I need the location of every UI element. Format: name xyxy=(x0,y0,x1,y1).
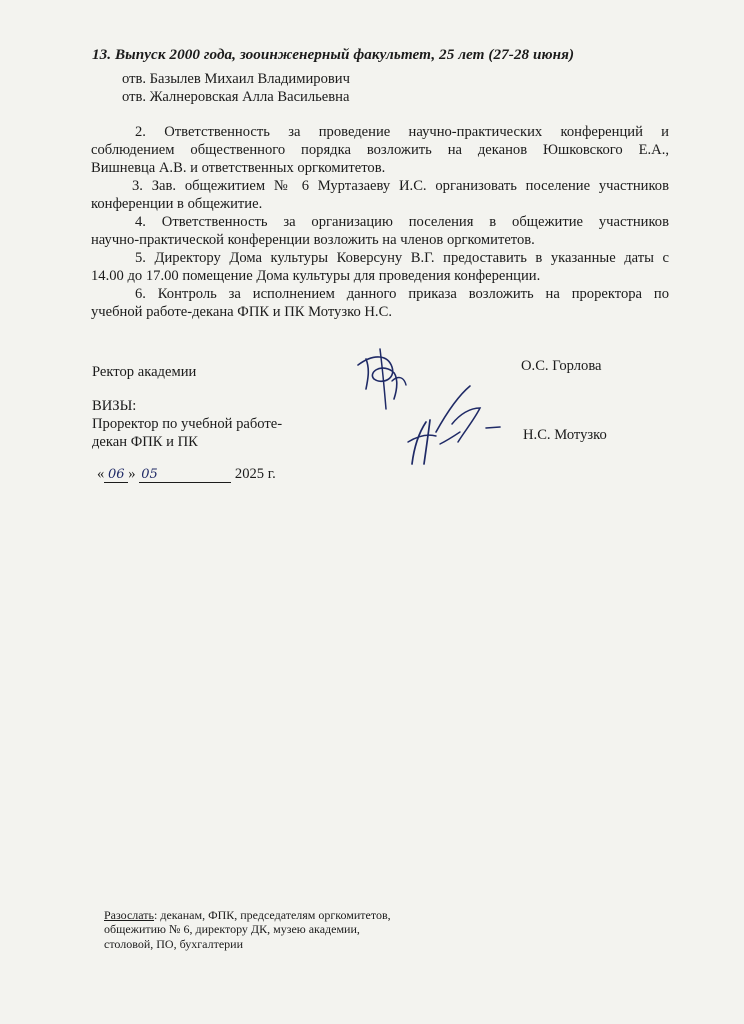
paragraph-4-line-1: 4. Ответственность за организацию поселения в общежитие участников xyxy=(135,214,669,230)
paragraph-4-line-2: научно-практической конференции возложить на членов оргкомитетов. xyxy=(91,231,535,248)
paragraph-6-line-1: 6. Контроль за исполнением данного приказа возложить на проректора по xyxy=(135,286,669,302)
rector-name: О.С. Горлова xyxy=(521,358,602,374)
paragraph-6-line-2: учебной работе-декана ФПК и ПК Мотузко Н.С. xyxy=(91,303,392,320)
distribution-line-1 xyxy=(104,908,391,922)
date-close-quote: » xyxy=(128,466,136,482)
date-open-quote: « xyxy=(97,466,105,482)
paragraph-5-line-1: 5. Директору Дома культуры Коверсуну В.Г. предоставить в указанные даты с xyxy=(135,250,669,266)
event-heading: 13. Выпуск 2000 года, зооинженерный факультет, 25 лет (27-28 июня) xyxy=(92,46,575,63)
paragraph-5 xyxy=(91,250,669,286)
prorector-title-line-2: декан ФПК и ПК xyxy=(92,434,198,450)
rector-title: Ректор академии xyxy=(92,364,197,380)
paragraph-2-line-1: 2. Ответственность за проведение научно-практических конференций и xyxy=(135,124,669,140)
distribution-line-3: столовой, ПО, бухгалтерии xyxy=(104,936,243,951)
paragraph-6 xyxy=(91,286,669,322)
distribution-line-1-rest: : деканам, ФПК, председателям оргкомитетов, xyxy=(154,908,391,922)
responsible-person-2: отв. Жалнеровская Алла Васильевна xyxy=(122,89,350,105)
responsible-person-1: отв. Базылев Михаил Владимирович xyxy=(122,71,350,87)
distribution-label: Разослать xyxy=(104,908,155,922)
distribution-list xyxy=(104,908,391,951)
paragraph-5-line-2: 14.00 до 17.00 помещение Дома культуры для проведения конференции. xyxy=(91,267,541,284)
paragraph-3-line-2: конференции в общежитие. xyxy=(91,195,263,212)
paragraph-2-line-2: соблюдением общественного порядка возложить на деканов Юшковского Е.А., xyxy=(91,141,669,158)
paragraph-4 xyxy=(91,214,669,250)
date-line xyxy=(97,466,276,483)
date-year: 2025 г. xyxy=(234,466,276,482)
paragraph-2 xyxy=(91,124,669,177)
distribution-line-2: общежитию № 6, директору ДК, музею академии, xyxy=(104,922,360,937)
paragraph-3 xyxy=(91,178,669,214)
prorector-name: Н.С. Мотузко xyxy=(523,427,607,443)
prorector-title-line-1: Проректор по учебной работе- xyxy=(92,416,283,432)
prorector-signature xyxy=(400,384,504,470)
paragraph-3-line-1: 3. Зав. общежитием № 6 Муртазаеву И.С. организовать поселение участников xyxy=(132,178,669,194)
visa-label: ВИЗЫ: xyxy=(92,398,137,414)
date-day: 06 xyxy=(104,467,128,483)
date-month: 05 xyxy=(139,467,231,483)
paragraph-2-line-3: Вишневца А.В. и ответственных оргкомитетов. xyxy=(91,159,386,176)
